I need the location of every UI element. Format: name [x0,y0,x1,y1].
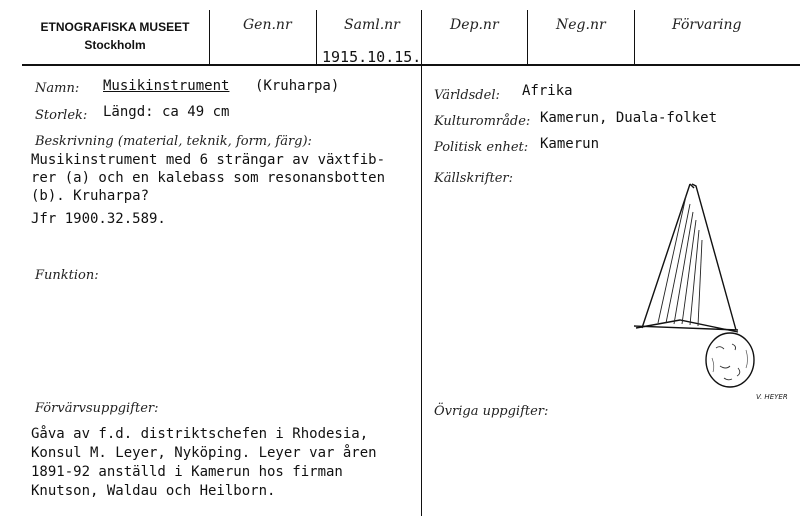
saml-nr-value: 1915.10.15. [322,48,422,66]
namn-value: Musikinstrument [103,78,230,94]
namn-label: Namn: [35,81,80,96]
kulturomrade-value: Kamerun, Duala-folket [540,110,718,126]
beskrivning-line-3: (b). Kruharpa? [31,188,150,204]
calabash-resonator [706,333,754,387]
beskrivning-line-1: Musikinstrument med 6 strängar av växtfib- [31,152,386,168]
museum-name: ETNOGRAFISKA MUSEET [40,20,190,34]
beskrivning-line-4: Jfr 1900.32.589. [31,211,166,227]
harp-frame [634,184,738,332]
forvarvs-label: Förvärvsuppgifter: [35,401,159,416]
sketch-signature: V. HEYER [756,393,788,401]
forvarvs-line-2: Konsul M. Leyer, Nyköping. Leyer var åren [31,445,377,461]
forvaring-label: Förvaring [672,17,742,33]
header-divider-4 [527,10,528,65]
dep-nr-label: Dep.nr [450,17,499,33]
neg-nr-label: Neg.nr [556,17,606,33]
saml-nr-label: Saml.nr [344,17,400,33]
header-divider-1 [209,10,210,65]
gen-nr-label: Gen.nr [243,17,292,33]
namn-extra: (Kruharpa) [255,78,340,94]
storlek-label: Storlek: [35,108,88,123]
beskrivning-label: Beskrivning (material, teknik, form, färg): [35,134,312,149]
header-divider-2 [316,10,317,65]
harp-sketch [620,178,800,403]
museum-city: Stockholm [84,38,146,52]
funktion-label: Funktion: [35,268,99,283]
storlek-value: Längd: ca 49 cm [103,104,230,120]
varldsdel-value: Afrika [522,83,573,99]
varldsdel-label: Världsdel: [434,88,500,103]
forvarvs-line-3: 1891-92 anställd i Kamerun hos firman [31,464,343,480]
politisk-label: Politisk enhet: [434,140,529,155]
forvarvs-line-4: Knutson, Waldau och Heilborn. [31,483,276,499]
politisk-value: Kamerun [540,136,600,152]
kallskrifter-label: Källskrifter: [434,171,514,186]
forvarvs-line-1: Gåva av f.d. distriktschefen i Rhodesia, [31,426,369,442]
ovriga-label: Övriga uppgifter: [434,404,549,419]
kulturomrade-label: Kulturområde: [434,114,531,129]
body-vertical-divider [421,66,422,516]
header-divider-5 [634,10,635,65]
beskrivning-line-2: rer (a) och en kalebass som resonansbotten [31,170,386,186]
